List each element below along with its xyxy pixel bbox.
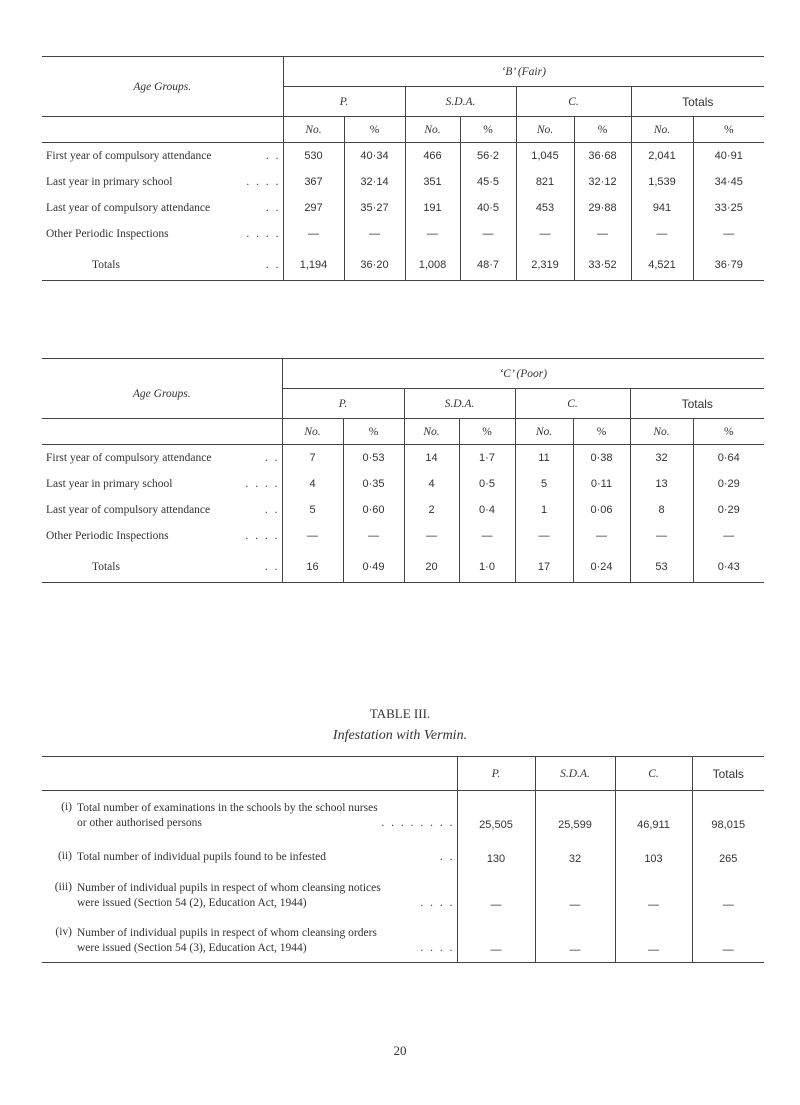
row-label-text: Last year of compulsory attendance [46,503,211,516]
table-cell: 0·53 [343,445,404,471]
table-cell: — [344,221,405,247]
group-header-c: C. [516,87,631,117]
table-cell: 14 [404,445,459,471]
table-cell: 130 [457,837,535,871]
row-label [42,523,282,549]
table-cell: 40·34 [344,143,405,169]
subheader-no: No. [404,419,459,445]
table-cell: — [631,221,693,247]
table-cell: 20 [404,553,459,583]
row-label [42,251,283,281]
subheader-pct: % [459,419,515,445]
table-cell: 0·5 [459,471,515,497]
row-label [42,143,283,169]
table-cell: 40·91 [714,149,743,162]
table-cell: 4,521 [631,251,693,281]
row-label-text: First year of compulsory attendance [46,149,212,162]
group-header-totals: Totals [681,396,713,411]
table-cell: — [282,523,343,549]
table-cell: 32 [630,445,693,471]
row-label [42,497,282,523]
table-cell: — [573,523,630,549]
totals-row [42,251,764,281]
table-cell: 0·64 [717,451,740,464]
table-cell: 191 [405,195,460,221]
table-cell: 0·4 [459,497,515,523]
table-cell: — [459,523,515,549]
table-row [42,445,764,471]
table-cell: 36·20 [344,251,405,281]
table-cell: 0·11 [573,471,630,497]
row-label-wrap [42,850,457,865]
row-line-1 [77,850,457,865]
table-cell: 2,041 [631,143,693,169]
table-cell: — [516,221,574,247]
subheader-no: No. [630,419,693,445]
row-label [42,195,283,221]
table-cell: 45·5 [460,169,516,195]
row-line-2-text: were issued (Section 54 (2), Education Act, 1944) [77,896,307,909]
table-cell: 35·27 [344,195,405,221]
row-label-wrap [42,926,457,956]
leader-dots: . . [265,259,281,272]
table-cell: 16 [282,553,343,583]
table-cell: 25,599 [535,791,615,837]
row-number: (i) [61,800,72,813]
table-cell: — [457,917,535,963]
table-cell: 0·35 [343,471,404,497]
leader-dots: . . . . [246,175,281,188]
table-cell: 0·29 [717,503,740,516]
table-cell: — [630,523,693,549]
table-cell: — [457,871,535,917]
row-line-2-text: or other authorised persons [77,816,202,829]
table-cell: 0·06 [573,497,630,523]
leader-dots: . . [264,451,280,464]
subheader-no: No. [515,419,573,445]
header-p: P. [457,757,535,791]
table-row [42,221,764,247]
leader-dots: . . . . [245,477,280,490]
table-cell: 0·29 [717,477,740,490]
table-cell: 1·0 [459,553,515,583]
table-row [42,791,764,837]
table-b-fair [42,56,764,281]
table-cell: 5 [515,471,573,497]
table-cell: 0·38 [573,445,630,471]
table-cell: 1,539 [631,169,693,195]
table-cell: 36·79 [714,259,743,272]
table-c-poor [42,358,764,583]
table-cell: 29·88 [574,195,631,221]
leader-dots: . . [264,503,280,516]
table-cell: 4 [404,471,459,497]
totals-row [42,553,764,583]
row-line-1-text: Number of individual pupils in respect of whom cleansing orders [77,927,377,939]
age-groups-header: Age Groups. [42,359,282,419]
category-header: ‘C’ (Poor) [282,359,764,389]
table-row [42,917,764,963]
table-cell: 530 [283,143,344,169]
row-label [42,169,283,195]
table-cell: 33·25 [714,201,743,214]
table-cell: 32·12 [574,169,631,195]
leader-dots: . . . . . . . . [381,816,455,829]
row-number: (iv) [55,926,72,938]
subheader-pct: % [573,419,630,445]
page-number: 20 [393,1043,407,1058]
table-cell: 466 [405,143,460,169]
subheader-pct: % [723,425,734,438]
leader-dots: . . . . [245,529,280,542]
table-row [42,169,764,195]
table-cell: — [343,523,404,549]
table-row [42,471,764,497]
row-label-wrap [42,801,457,831]
group-header-sda: S.D.A. [404,389,515,419]
row-line-2 [77,816,457,831]
row-line-1-text: Number of individual pupils in respect of whom cleansing notices [77,881,381,894]
table-cell: 46,911 [615,791,692,837]
table-cell: 13 [630,471,693,497]
subheader-pct: % [723,123,734,136]
table-cell: 32·14 [344,169,405,195]
table-cell: 2 [404,497,459,523]
subheader-no: No. [631,117,693,143]
row-label-text: Last year in primary school [46,477,173,490]
table-cell: 103 [615,837,692,871]
leader-dots: . . . . [420,942,455,954]
row-label-text: Other Periodic Inspections [46,227,169,240]
table-cell: 1,194 [283,251,344,281]
group-header-totals: Totals [682,94,714,109]
table-cell: — [723,227,735,240]
subheader-pct: % [344,117,405,143]
table-cell: 98,015 [711,818,746,831]
category-header: ‘B’ (Fair) [283,57,764,87]
table-cell: 0·43 [717,561,740,574]
subheader-no: No. [516,117,574,143]
row-line-2 [77,896,457,911]
group-header-sda: S.D.A. [405,87,516,117]
table-row [42,195,764,221]
group-header-c: C. [515,389,630,419]
row-label [42,471,282,497]
row-number: (iii) [54,880,72,893]
row-text [77,926,457,956]
table-cell: — [615,917,692,963]
table-cell: 351 [405,169,460,195]
table-cell: 53 [630,553,693,583]
row-line-1 [77,926,457,941]
table-cell: 265 [719,852,738,865]
row-line-1 [77,881,457,896]
row-number: (ii) [57,849,72,862]
row-line-2 [77,941,457,956]
table-cell: — [535,871,615,917]
row-label-text: First year of compulsory attendance [46,451,212,464]
table-row [42,871,764,917]
table-cell: — [574,221,631,247]
row-label [42,553,282,583]
leader-dots: . . [264,561,280,574]
table-cell: 17 [515,553,573,583]
row-label [42,837,457,871]
subheader-no: No. [282,419,343,445]
row-text [77,881,457,911]
table-cell: — [515,523,573,549]
subheader-pct: % [460,117,516,143]
table-cell: 56·2 [460,143,516,169]
subheader-no: No. [405,117,460,143]
table-cell: 2,319 [516,251,574,281]
leader-dots: . . [439,850,455,863]
table-cell: 821 [516,169,574,195]
table-cell: 0·24 [573,553,630,583]
table-cell: 48·7 [460,251,516,281]
row-label-text: Last year in primary school [46,175,173,188]
row-label-text: Totals [92,561,120,574]
table-cell: 0·49 [343,553,404,583]
subheader-no: No. [283,117,344,143]
table-cell: 33·52 [574,251,631,281]
table-cell: 0·60 [343,497,404,523]
table-cell: 1,008 [405,251,460,281]
row-label-text: Last year of compulsory attendance [46,201,211,214]
table-cell: — [722,898,734,911]
table-cell: — [283,221,344,247]
subheader-pct: % [574,117,631,143]
table-cell: 1,045 [516,143,574,169]
table-cell: 5 [282,497,343,523]
table-cell: 36·68 [574,143,631,169]
header-totals: Totals [712,766,744,781]
row-label [42,791,457,837]
subheader-pct: % [343,419,404,445]
row-text [77,801,457,831]
table-cell: 11 [515,445,573,471]
table-cell: — [615,871,692,917]
table-cell: 8 [630,497,693,523]
row-text [77,850,457,865]
group-header-p: P. [283,87,405,117]
table-cell: — [405,221,460,247]
header-c: C. [615,757,692,791]
row-label-wrap [42,881,457,911]
table-cell: 32 [535,837,615,871]
row-label [42,221,283,247]
leader-dots: . . [265,149,281,162]
row-label [42,871,457,917]
leader-dots: . . . . [246,227,281,240]
header-sda: S.D.A. [535,757,615,791]
table-cell: 7 [282,445,343,471]
table-cell: 4 [282,471,343,497]
table-cell: — [404,523,459,549]
row-line-1 [77,801,457,816]
leader-dots: . . . . [420,896,455,909]
table-cell: 34·45 [714,175,743,188]
table-iii-vermin [42,756,764,963]
table-cell: 25,505 [457,791,535,837]
table-iii-subtitle: Infestation with Vermin. [332,728,468,743]
table-iii-title: TABLE III. [369,706,431,721]
row-line-1-text: Total number of individual pupils found to be infested [77,850,326,863]
table-cell: 453 [516,195,574,221]
table-row [42,143,764,169]
table-cell: — [722,944,734,956]
table-cell: — [535,917,615,963]
table-cell: 367 [283,169,344,195]
table-cell: — [723,529,735,542]
table-row [42,523,764,549]
row-label-text: Totals [92,259,120,272]
table-cell: 941 [631,195,693,221]
table-cell: 297 [283,195,344,221]
age-groups-header: Age Groups. [42,57,283,117]
row-label [42,917,457,963]
table-row [42,497,764,523]
table-cell: 1 [515,497,573,523]
leader-dots: . . [265,201,281,214]
table-cell: 1·7 [459,445,515,471]
row-line-1-text: Total number of examinations in the schools by the school nurses [77,801,378,814]
table-cell: 40·5 [460,195,516,221]
row-label [42,445,282,471]
row-line-2-text: were issued (Section 54 (3), Education Act, 1944) [77,942,307,954]
row-label-text: Other Periodic Inspections [46,529,169,542]
table-cell: — [460,221,516,247]
table-row [42,837,764,871]
group-header-p: P. [282,389,404,419]
